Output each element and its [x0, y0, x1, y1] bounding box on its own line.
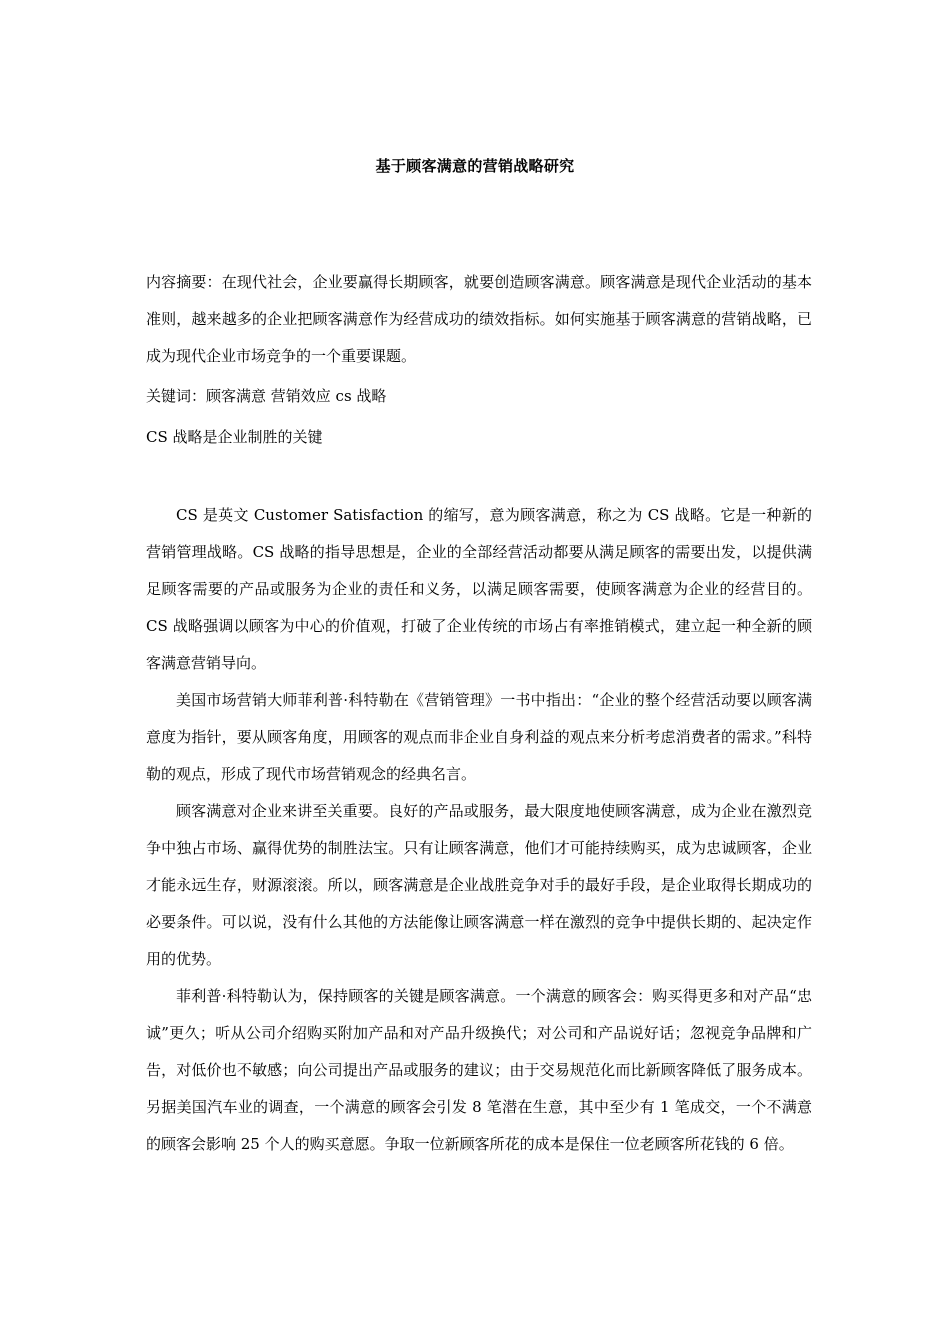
- keywords-text: 关键词：顾客满意 营销效应 cs 战略: [146, 387, 387, 405]
- abstract-text: 内容摘要：在现代社会，企业要赢得长期顾客，就要创造顾客满意。顾客满意是现代企业活动的基本准则，越来越多的企业把顾客满意作为经营成功的绩效指标。如何实施基于顾客满意的营销战略，已成为现代企业市场竞争的一个重要课题。: [146, 273, 812, 365]
- paragraph: CS 是英文 Customer Satisfaction 的缩写，意为顾客满意，称之为 CS 战略。它是一种新的营销管理战略。CS 战略的指导思想是，企业的全部经营活动都要从满足顾客的需要出发，以提供满足顾客需要的产品或服务为企业的责任和义务，以满足顾客需要，使顾客满意为企业的经营目的。CS 战略强调以顾客为中心的价值观，打破了企业传统的市场占有率推销模式，建立起一种全新的顾客满意营销导向。: [146, 506, 812, 672]
- paragraph: 美国市场营销大师菲利普·科特勒在《营销管理》一书中指出：“企业的整个经营活动要以顾客满意度为指针，要从顾客角度，用顾客的观点而非企业自身利益的观点来分析考虑消费者的需求。”科特勒的观点，形成了现代市场营销观念的经典名言。: [146, 691, 812, 783]
- paragraph: 菲利普·科特勒认为，保持顾客的关键是顾客满意。一个满意的顾客会：购买得更多和对产品“忠诚”更久；听从公司介绍购买附加产品和对产品升级换代；对公司和产品说好话；忽视竞争品牌和广告，对低价也不敏感；向公司提出产品或服务的建议；由于交易规范化而比新顾客降低了服务成本。另据美国汽车业的调查，一个满意的顾客会引发 8 笔潜在生意，其中至少有 1 笔成交，一个不满意的顾客会影响 25 个人的购买意愿。争取一位新顾客所花的成本是保住一位老顾客所花钱的 6 倍。: [146, 987, 812, 1153]
- document-title: 基于顾客满意的营销战略研究: [375, 157, 575, 175]
- paragraph: 顾客满意对企业来讲至关重要。良好的产品或服务，最大限度地使顾客满意，成为企业在激烈竞争中独占市场、赢得优势的制胜法宝。只有让顾客满意，他们才可能持续购买，成为忠诚顾客，企业才能永远生存，财源滚滚。所以，顾客满意是企业战胜竞争对手的最好手段，是企业取得长期成功的必要条件。可以说，没有什么其他的方法能像让顾客满意一样在激烈的竞争中提供长期的、起决定作用的优势。: [146, 802, 812, 968]
- section-heading: [146, 419, 812, 455]
- abstract-section: [146, 264, 812, 375]
- section-heading-text: CS 战略是企业制胜的关键: [146, 428, 323, 446]
- keywords-section: [146, 378, 812, 414]
- body-text: [146, 497, 812, 1163]
